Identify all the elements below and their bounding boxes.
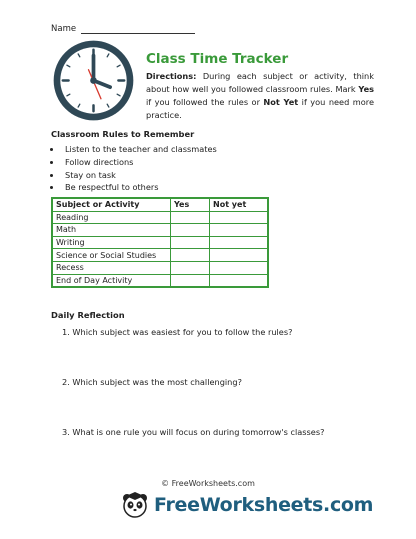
subject-cell: Recess — [52, 261, 171, 274]
rules-heading: Classroom Rules to Remember — [51, 129, 195, 139]
yes-cell[interactable] — [171, 274, 210, 287]
not-yet-cell[interactable] — [210, 249, 269, 262]
reflection-question-3: 3. What is one rule you will focus on during tomorrow's classes? — [62, 427, 325, 437]
directions-yes: Yes — [358, 84, 374, 94]
directions-part: if you need more practice. — [146, 97, 374, 120]
header-subject: Subject or Activity — [52, 198, 171, 211]
subject-cell: End of Day Activity — [52, 274, 171, 287]
directions-text — [146, 70, 374, 122]
directions-part: During each subject or activity, think about how well you followed classroom rules. Mark — [146, 71, 374, 94]
not-yet-cell[interactable] — [210, 274, 269, 287]
footer-logo[interactable] — [120, 489, 373, 521]
directions-not-yet: Not Yet — [263, 97, 299, 107]
subject-cell: Writing — [52, 236, 171, 249]
yes-cell[interactable] — [171, 236, 210, 249]
not-yet-cell[interactable] — [210, 224, 269, 237]
clock-icon — [52, 39, 135, 122]
reflection-question-1: 1. Which subject was easiest for you to follow the rules? — [62, 327, 293, 337]
worksheet-title: Class Time Tracker — [146, 51, 289, 67]
name-line[interactable] — [81, 25, 195, 34]
table-row — [52, 249, 268, 262]
yes-cell[interactable] — [171, 211, 210, 224]
rule-item: • Be respectful to others — [62, 181, 217, 194]
not-yet-cell[interactable] — [210, 261, 269, 274]
footer-copyright-link[interactable]: © FreeWorksheets.com — [161, 479, 255, 488]
header-yes: Yes — [171, 198, 210, 211]
tracker-table — [51, 197, 269, 288]
table-row — [52, 224, 268, 237]
table-row — [52, 236, 268, 249]
header-not-yet: Not yet — [210, 198, 269, 211]
not-yet-cell[interactable] — [210, 211, 269, 224]
not-yet-cell[interactable] — [210, 236, 269, 249]
name-label: Name — [51, 24, 77, 34]
rule-item: • Follow directions — [62, 156, 217, 169]
directions-label: Directions: — [146, 71, 197, 81]
subject-cell: Math — [52, 224, 171, 237]
yes-cell[interactable] — [171, 249, 210, 262]
footer-brand: FreeWorksheets.com — [154, 494, 374, 516]
reflection-question-2: 2. Which subject was the most challenging? — [62, 377, 242, 387]
table-row — [52, 274, 268, 287]
name-field — [51, 24, 195, 34]
subject-cell: Reading — [52, 211, 171, 224]
reflection-heading: Daily Reflection — [51, 310, 125, 320]
yes-cell[interactable] — [171, 261, 210, 274]
subject-cell: Science or Social Studies — [52, 249, 171, 262]
rule-item: • Stay on task — [62, 169, 217, 182]
table-header-row — [52, 198, 268, 211]
panda-mascot-icon — [120, 490, 150, 520]
table-row — [52, 211, 268, 224]
rule-item: • Listen to the teacher and classmates — [62, 143, 217, 156]
table-row — [52, 261, 268, 274]
directions-part: if you followed the rules or — [146, 97, 264, 107]
rules-list — [51, 143, 217, 194]
yes-cell[interactable] — [171, 224, 210, 237]
